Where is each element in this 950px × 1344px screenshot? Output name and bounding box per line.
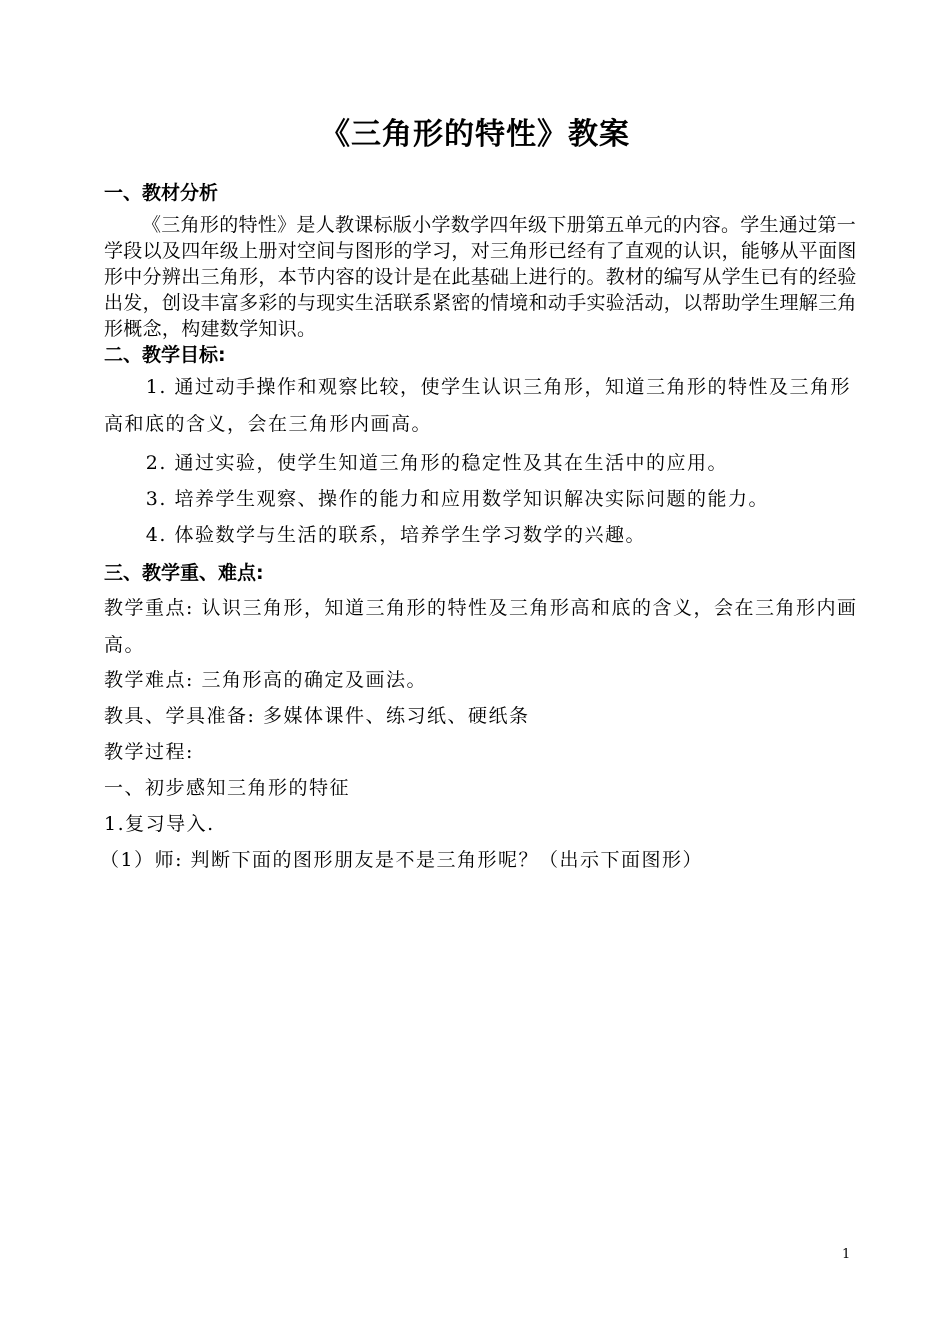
textbook-analysis-paragraph: 《三角形的特性》是人教课标版小学数学四年级下册第五单元的内容。学生通过第一学段以及四年级上册对空间与图形的学习，对三角形已经有了直观的认识，能够从平面图形中分辨出三角形，本节内容的设计是在此基础上进行的。教材的编写从学生已有的经验出发，创设丰富多彩的与现实生活联系紧密的情境和动手实验活动，以帮助学生理解三角形概念，构建数学知识。 <box>104 214 857 340</box>
objective-item-3: 3. 培养学生观察、操作的能力和应用数学知识解决实际问题的能力。 <box>145 488 769 510</box>
materials-text: 教具、学具准备: 多媒体课件、练习纸、硬纸条 <box>104 705 530 727</box>
process-step-1-question-1: （1）师: 判断下面的图形朋友是不是三角形呢？（出示下面图形） <box>100 849 704 871</box>
difficult-point-text: 教学难点: 三角形高的确定及画法。 <box>104 669 427 691</box>
process-part-1: 一、初步感知三角形的特征 <box>104 777 351 799</box>
document-title: 《三角形的特性》教案 <box>320 117 630 152</box>
objective-item-1: 1. 通过动手操作和观察比较，使学生认识三角形，知道三角形的特性及三角形高和底的含义，会在三角形内画高。 <box>104 376 851 435</box>
section-heading-key-difficult-points: 三、教学重、难点: <box>104 562 264 584</box>
section-heading-teaching-objectives: 二、教学目标: <box>104 344 226 366</box>
key-point-text: 教学重点: 认识三角形，知道三角形的特性及三角形高和底的含义，会在三角形内画高。 <box>104 597 858 656</box>
teaching-process-label: 教学过程: <box>104 741 194 763</box>
process-step-1: 1.复习导入. <box>104 813 215 835</box>
objective-item-2: 2. 通过实验，使学生知道三角形的稳定性及其在生活中的应用。 <box>145 452 728 474</box>
section-heading-textbook-analysis: 一、教材分析 <box>104 182 219 204</box>
page-number: 1 <box>842 1247 851 1262</box>
objective-item-4: 4. 体验数学与生活的联系，培养学生学习数学的兴趣。 <box>145 524 646 546</box>
